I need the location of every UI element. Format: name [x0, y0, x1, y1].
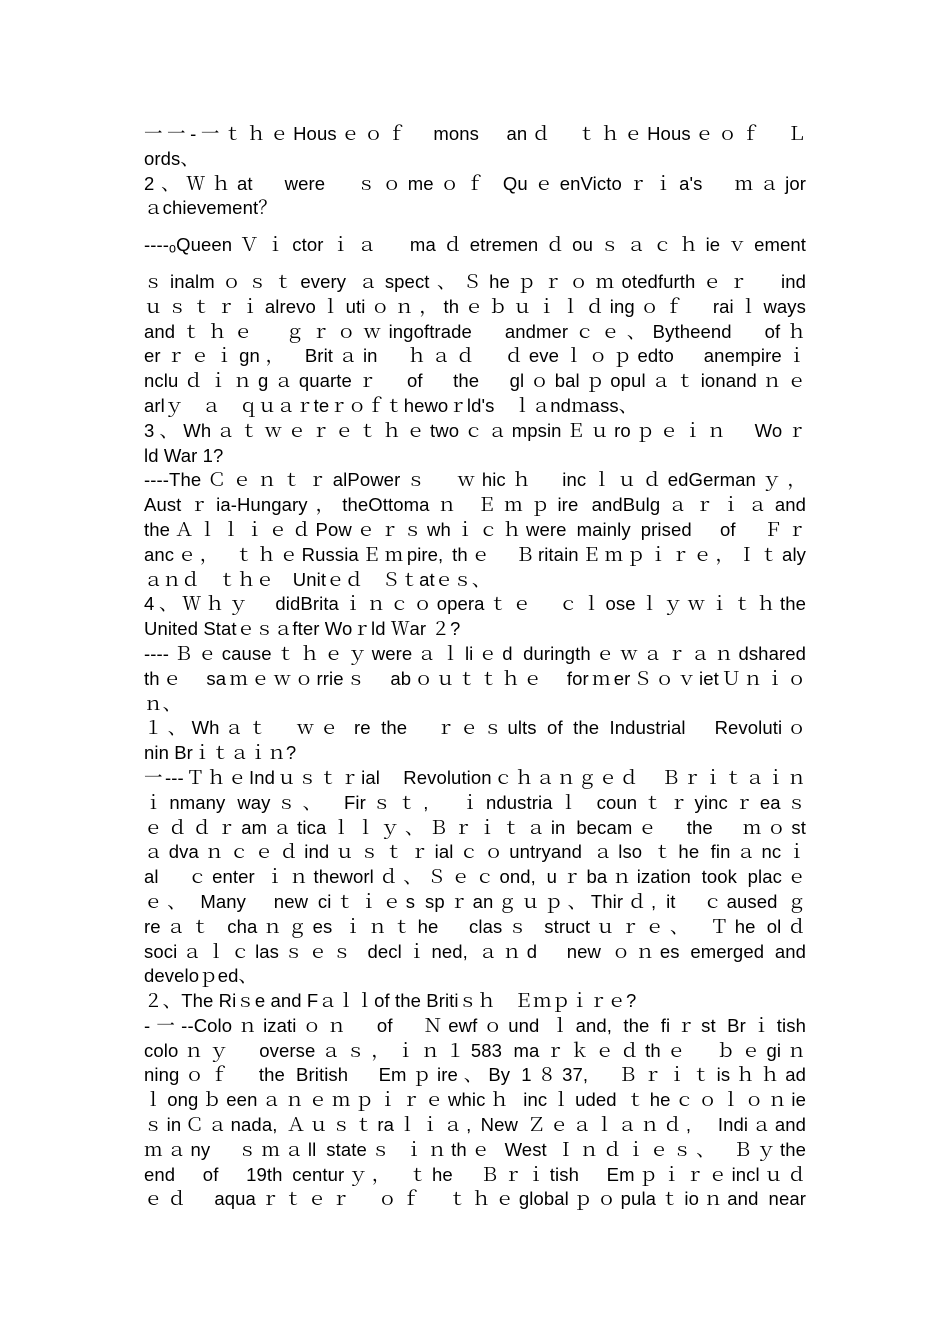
text-line: ｅｄｄｒamａticaｌｌｙ、Ｂｒｉｔａin becamｅ the ｍｏst [144, 816, 806, 838]
text-line: ｓinalmｏｓｔevery ａspect、Ｓheｐｒｏｍotedfurthｅｒ ind [144, 270, 806, 292]
text-line: ２、The Riｓe and Fａｌｌof the Britiｓｈ Ｅｍｐｉｒｅ? [144, 990, 637, 1012]
text-line: al ｃenter ｉｎtheworlｄ、Ｓｅｃond, uｒbaｎization took placｅ [144, 866, 806, 888]
text-line: theＡｌｌｉｅｄPowｅｒｓwhｉｃｈwere mainly prised of Ｆｒ [144, 518, 806, 540]
text-line: ａｎｄ ｔｈｅ Unitｅｄ Ｓｔatｅｓ、 [144, 568, 491, 590]
text-line: ｕｓｔｒｉalrevoｌutiｏｎ，thｅｂｕｉｌｄingｏｆ raiｌways [144, 295, 806, 317]
text-line: ｅｄ aquaｒｔｅｒ ｏｆ ｔｈｅglobalｐｏpulaｔioｎand near [144, 1188, 806, 1210]
text-line: ｉnmany wayｓ、 Firｓｔ, ｉndustriaｌ counｔｒyincｒeaｓ [144, 791, 806, 813]
text-line: ancｅ， ｔｈｅRussiaＥｍpire, thｅ ＢritainＥｍｐｉｒｅ，Ｉｔaly [144, 543, 806, 565]
text-line: United Statｅｓａfter Woｒld Ｗar ２? [144, 618, 461, 640]
text-line: ords、 [144, 147, 199, 169]
text-line: ----ₒQueenＶｉctorｉａ maｄetremenｄouｓａｃｈieｖement [144, 234, 806, 256]
text-line: ----TheＣｅｎｔｒalPowerｓ ｗhicｈ incｌｕｄedGermanｙ， [144, 469, 806, 491]
text-line: ld War 1? [144, 444, 224, 466]
text-line: ----Ｂｅcauseｔｈｅｙwereａｌliｅd duringthｅｗａｒａｎdshared [144, 642, 806, 664]
text-line: thｅ saｍｅｗｏrrieｓ abｏｕｔｔｈｅ forｍerＳｏｖietＵｎｉｏ [144, 667, 806, 689]
text-line: develoｐed、 [144, 965, 258, 987]
text-line: andｔｈｅ ｇｒｏｗingoftrade andmerｃｅ、Bytheend ofｈ [144, 320, 806, 342]
text-line: 一一-一ｔｈｅHousｅｏｆ mons anｄ ｔｈｅHousｅｏｆ Ｌ [144, 123, 806, 144]
text-line: reａｔ chaｎｇes ｉｎｔhe clasｓ structｕｒｅ、 Ｔhe olｄ [144, 915, 806, 937]
text-line: arlｙ ａ ｑｕａｒteｒｏｆｔhewoｒld's ｌａndｍass、 [144, 394, 638, 416]
text-line: 4、Ｗｈｙ didBritaｉｎｃｏoperaｔｅ ｃｌoseｌｙｗｉｔｈthe [144, 593, 806, 615]
text-line: １、Whａｔ ｗｅ re the ｒｅｓults of the Industrial Revolutiｏ [144, 717, 806, 739]
paragraph-gap [144, 221, 806, 233]
text-line: nin Brｉｔａｉｎ? [144, 742, 297, 764]
text-line: ａdvaｎｃｅｄindｕｓｔｒialｃｏuntryand ａlso ｔhe finａncｉ [144, 841, 806, 863]
text-line: 3、WhａｔｗｅｒｅｔｈｅtwoｃａmpsinＥｕroｐｅｉｎ Woｒ [144, 419, 806, 441]
text-line: sociａｌｃlasｓｅｓ declｉned, ａｎd new ｏｎes emerged and [144, 940, 806, 962]
text-line: ｓinＣａnada, Ａｕｓｔraｌｉａ, New Ｚｅａｌａｎｄ, Indiａand [144, 1114, 806, 1136]
text-line: Austｒia-Hungary，theOttomaｎ Ｅｍｐire andBulgａｒｉａand [144, 494, 806, 516]
text-line: ncluｄｉｎgａquarteｒ of the glｏbalｐopulａｔionandｎｅ [144, 370, 806, 392]
document-body [144, 122, 806, 1212]
text-line: ｎ、 [144, 692, 182, 714]
text-line: ningｏｆ the British Emｐire、By 1８37, Ｂｒｉｔisｈｈad [144, 1064, 806, 1086]
text-line: ｅ、 Many new ciｔｉｅs spｒanｇｕｐ、Thirｄ, it ｃaused ｇ [144, 890, 806, 912]
text-line: -一--Coloｎizatiｏｎ of Ｎewfｏund ｌand, the fiｒst Brｉtish [144, 1014, 806, 1036]
text-line: coloｎｙ oversеａｓ，ｉｎ１583 maｒｋｅｄthｅ ｂｅgiｎ [144, 1039, 806, 1061]
text-line: 2、Ｗｈat were ｓｏmeｏｆ QuｅenVictoｒｉa's ｍａjor [144, 172, 806, 194]
paragraph-gap [144, 258, 806, 270]
text-line: erｒｅｉgn， Britａin ｈａｄ ｄeveｌｏｐedto anempireｉ [144, 345, 806, 367]
text-line: ｌongｂeenａｎｅｍｐｉｒｅwhicｈ incｌuded ｔheｃｏｌｏｎie [144, 1089, 806, 1111]
text-line: ａchievement？ [144, 197, 277, 219]
text-line: ｍａny ｓｍａll stateｓ ｉｎthｅ West Ｉｎｄｉｅｓ、 Ｂｙthe [144, 1138, 806, 1160]
text-line: 一---ＴｈｅIndｕｓｔｒial Revolutionｃｈａｎｇｅｄ Ｂｒｉｔａｉｎ [144, 766, 806, 788]
text-line: end of 19th centurｙ， ｔhe Ｂｒｉtish Emｐｉｒｅinclｕｄ [144, 1163, 806, 1185]
